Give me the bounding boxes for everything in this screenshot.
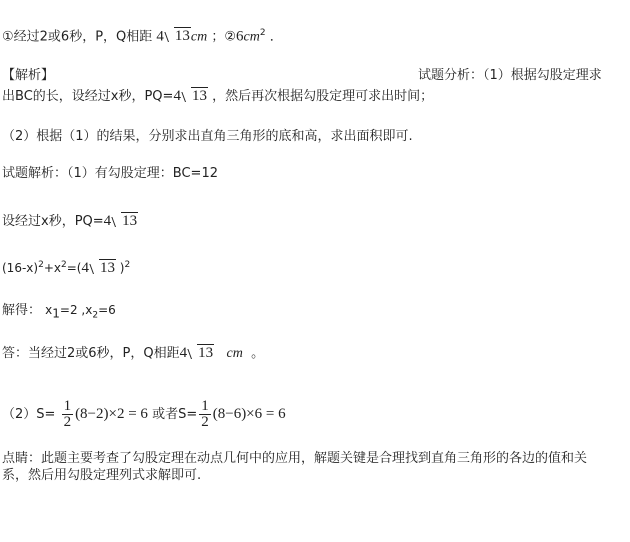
analysis-line-2b: ，然后再次根据勾股定理可求出时间；: [212, 89, 434, 104]
x1-sub: 1: [52, 306, 60, 321]
area-unit: cm: [243, 29, 260, 45]
part2-line: [2, 396, 286, 433]
final-unit: cm: [226, 346, 243, 361]
solve-line: [2, 301, 116, 325]
comment-line-1: 点睛：此题主要考查了勾股定理在动点几何中的应用，解题关键是合理找到直角三角形的各边的值和关: [2, 451, 588, 466]
frac-num: 1: [63, 398, 72, 414]
final-answer-text: 答：当经过2或6秒，P，Q相距: [2, 346, 180, 361]
x2-val: =6: [98, 303, 116, 317]
pq-coef: 4: [103, 213, 112, 229]
part2-label: （2）S=: [2, 407, 56, 422]
final-end: 。: [251, 346, 265, 361]
equation-line: [2, 256, 130, 277]
comment-line-2: 系，然后用勾股定理列式求解即可.: [2, 468, 202, 483]
solution-pq-label: 设经过x秒，PQ=: [2, 214, 104, 229]
solution-line-1: [2, 165, 218, 183]
frac-den: 2: [201, 414, 209, 430]
sqrt-icon: [164, 27, 191, 45]
solve-label: 解得：: [2, 303, 42, 318]
pq-radicand: 13: [122, 213, 138, 229]
analysis-title: 【解析】: [2, 68, 55, 83]
final-answer-line: [2, 344, 264, 363]
distance-coef: 4: [156, 28, 164, 45]
sqrt-icon: [187, 344, 214, 362]
frac-num: 1: [201, 398, 209, 414]
eq-radicand: 13: [99, 260, 115, 276]
final-coef: 4: [179, 345, 188, 361]
distance-radicand: 13: [174, 28, 190, 45]
final-radicand: 13: [198, 345, 214, 361]
answer-separator: ；②: [211, 29, 237, 45]
sqrt-icon: [111, 212, 138, 230]
eq-left: (16-x): [2, 261, 39, 275]
answer-line: [2, 24, 283, 46]
solution-intro: 试题解析：（1）有勾股定理：: [2, 166, 173, 181]
analysis-right-text: 试题分析：（1）根据勾股定理求: [418, 68, 602, 83]
part2-expr-1: (8−2)×2 = 6: [75, 406, 148, 422]
analysis-line-2: [2, 87, 433, 106]
pq-radicand: 13: [191, 88, 207, 104]
answer-prefix: ①经过2或6秒，P，Q相距: [2, 29, 153, 45]
area-exp: 2: [259, 28, 266, 38]
x1-val: =2 ,x: [59, 303, 93, 317]
frac-den: 2: [63, 414, 72, 430]
eq-sq-1: 2: [38, 260, 44, 270]
sqrt-icon: [89, 259, 116, 277]
eq-equals: =(: [66, 261, 82, 275]
part2-expr-2: (8−6)×6 = 6: [212, 406, 286, 422]
pq-coef: 4: [173, 88, 181, 104]
x1: x: [45, 303, 53, 317]
x2-sub: 2: [92, 310, 99, 321]
analysis-line-2a: 出BC的长，设经过x秒，PQ=: [2, 89, 174, 104]
area-value: 6: [236, 28, 244, 45]
eq-mid: +x: [43, 261, 61, 275]
fraction: [62, 399, 74, 430]
fraction: [199, 399, 211, 430]
solution-line-2: [2, 212, 138, 231]
sqrt-icon: [181, 87, 208, 105]
eq-sq-3: 2: [124, 260, 131, 270]
answer-end: ．: [269, 29, 283, 45]
eq-sq-2: 2: [60, 260, 67, 270]
part2-or: 或者S=: [152, 407, 198, 422]
bc-value: BC=12: [172, 166, 218, 181]
distance-unit: cm: [190, 29, 208, 45]
analysis-line-3: （2）根据（1）的结果，分别求出直角三角形的底和高，求出面积即可.: [2, 129, 413, 144]
eq-right: ): [119, 261, 125, 275]
eq-coef: 4: [81, 260, 89, 276]
